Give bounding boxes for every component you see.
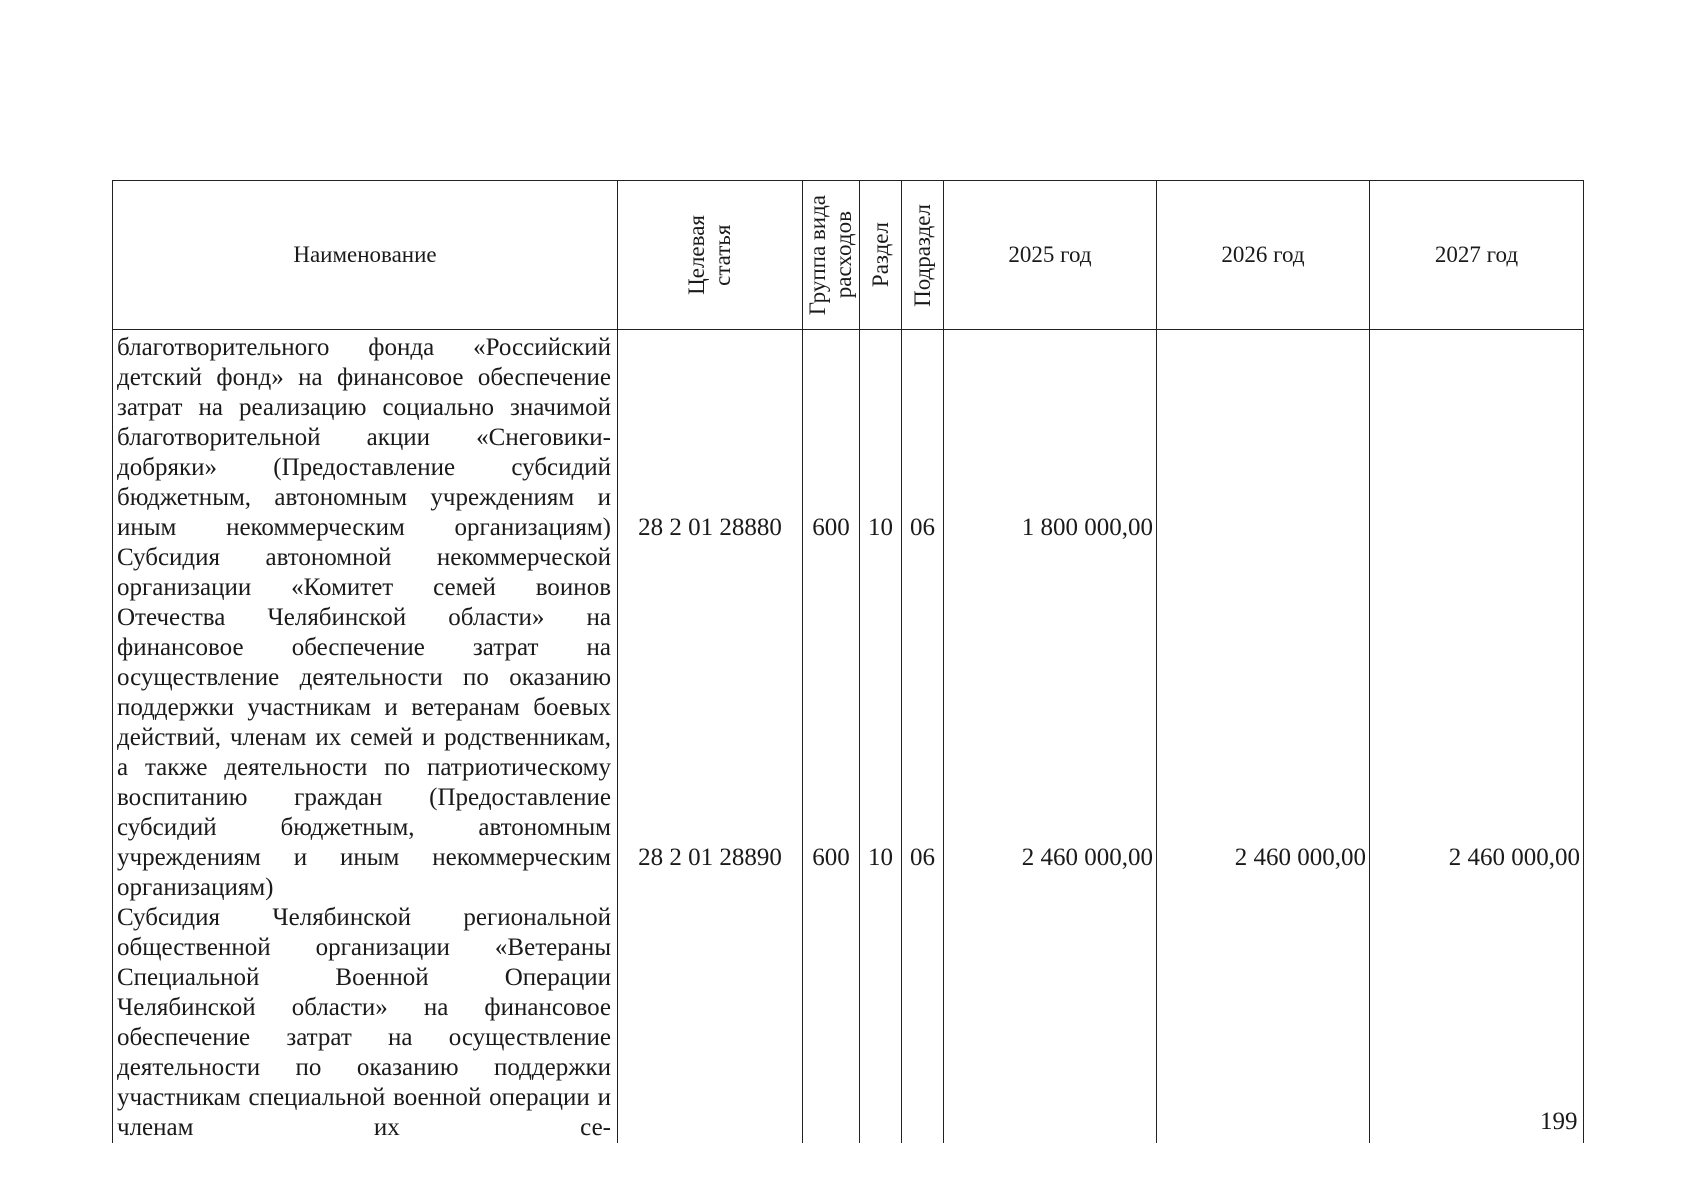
year-2025-column	[944, 330, 1157, 1144]
header-name: Наименование	[113, 181, 618, 330]
table-body-row	[113, 330, 1584, 1144]
budget-table	[112, 180, 1584, 1143]
row-2-year-2027: 2 460 000,00	[1448, 844, 1580, 871]
target-article-column	[618, 330, 803, 1144]
row-3-name: Субсидия Челябинской региональной общественной организации «Ветераны Специальной Военной Операции Челябинской области» на финансовое обеспечение затрат на осуществление деятельности по оказанию поддержки участникам специальной военной операции и членам их се-	[117, 904, 611, 1141]
header-target-article-label: Целевая статья	[684, 215, 735, 295]
header-target-article	[618, 181, 803, 330]
row-2-section: 10	[868, 844, 893, 871]
row-2-year-2025: 2 460 000,00	[1021, 844, 1153, 871]
expense-group-column	[803, 330, 860, 1144]
row-1-target-article: 28 2 01 28880	[638, 514, 782, 541]
year-2027-column	[1370, 330, 1584, 1144]
header-year-2027: 2027 год	[1370, 181, 1584, 330]
row-2-year-2026: 2 460 000,00	[1234, 844, 1366, 871]
header-subsection-label: Подраздел	[909, 203, 935, 307]
header-section	[860, 181, 902, 330]
header-year-2025: 2025 год	[944, 181, 1157, 330]
header-expense-group	[803, 181, 860, 330]
row-1-year-2025: 1 800 000,00	[1021, 514, 1153, 541]
row-1-section: 10	[868, 514, 893, 541]
row-1-subsection: 06	[910, 514, 935, 541]
header-expense-group-label: Группа вида расходов	[805, 194, 856, 316]
row-2-expense-group: 600	[812, 844, 850, 871]
header-subsection	[902, 181, 944, 330]
name-column	[113, 330, 618, 1144]
header-year-2026: 2026 год	[1157, 181, 1370, 330]
header-section-label: Раздел	[867, 222, 893, 288]
section-column	[860, 330, 902, 1144]
row-2-name: Субсидия автономной некоммерческой организации «Комитет семей воинов Отечества Челябинской области» на финансовое обеспечение затрат на осуществление деятельности по оказанию поддержки участникам и ветеранам боевых действий, членам их семей и родственникам, а также деятельности по патриотическому воспитанию граждан (Предоставление субсидий бюджетным, автономным учреждениям и иным некоммерческим организациям)	[117, 544, 611, 901]
page-number: 199	[1540, 1108, 1578, 1135]
year-2026-column	[1157, 330, 1370, 1144]
row-2-subsection: 06	[910, 844, 935, 871]
row-1-expense-group: 600	[812, 514, 850, 541]
row-2-target-article: 28 2 01 28890	[638, 844, 782, 871]
table-header-row	[113, 181, 1584, 330]
row-1-name: благотворительного фонда «Российский детский фонд» на финансовое обеспечение затрат на реализацию социально значимой благотворительной акции «Снеговики-добряки» (Предоставление субсидий бюджетным, автономным учреждениям и иным некоммерческим организациям)	[117, 334, 611, 541]
subsection-column	[902, 330, 944, 1144]
